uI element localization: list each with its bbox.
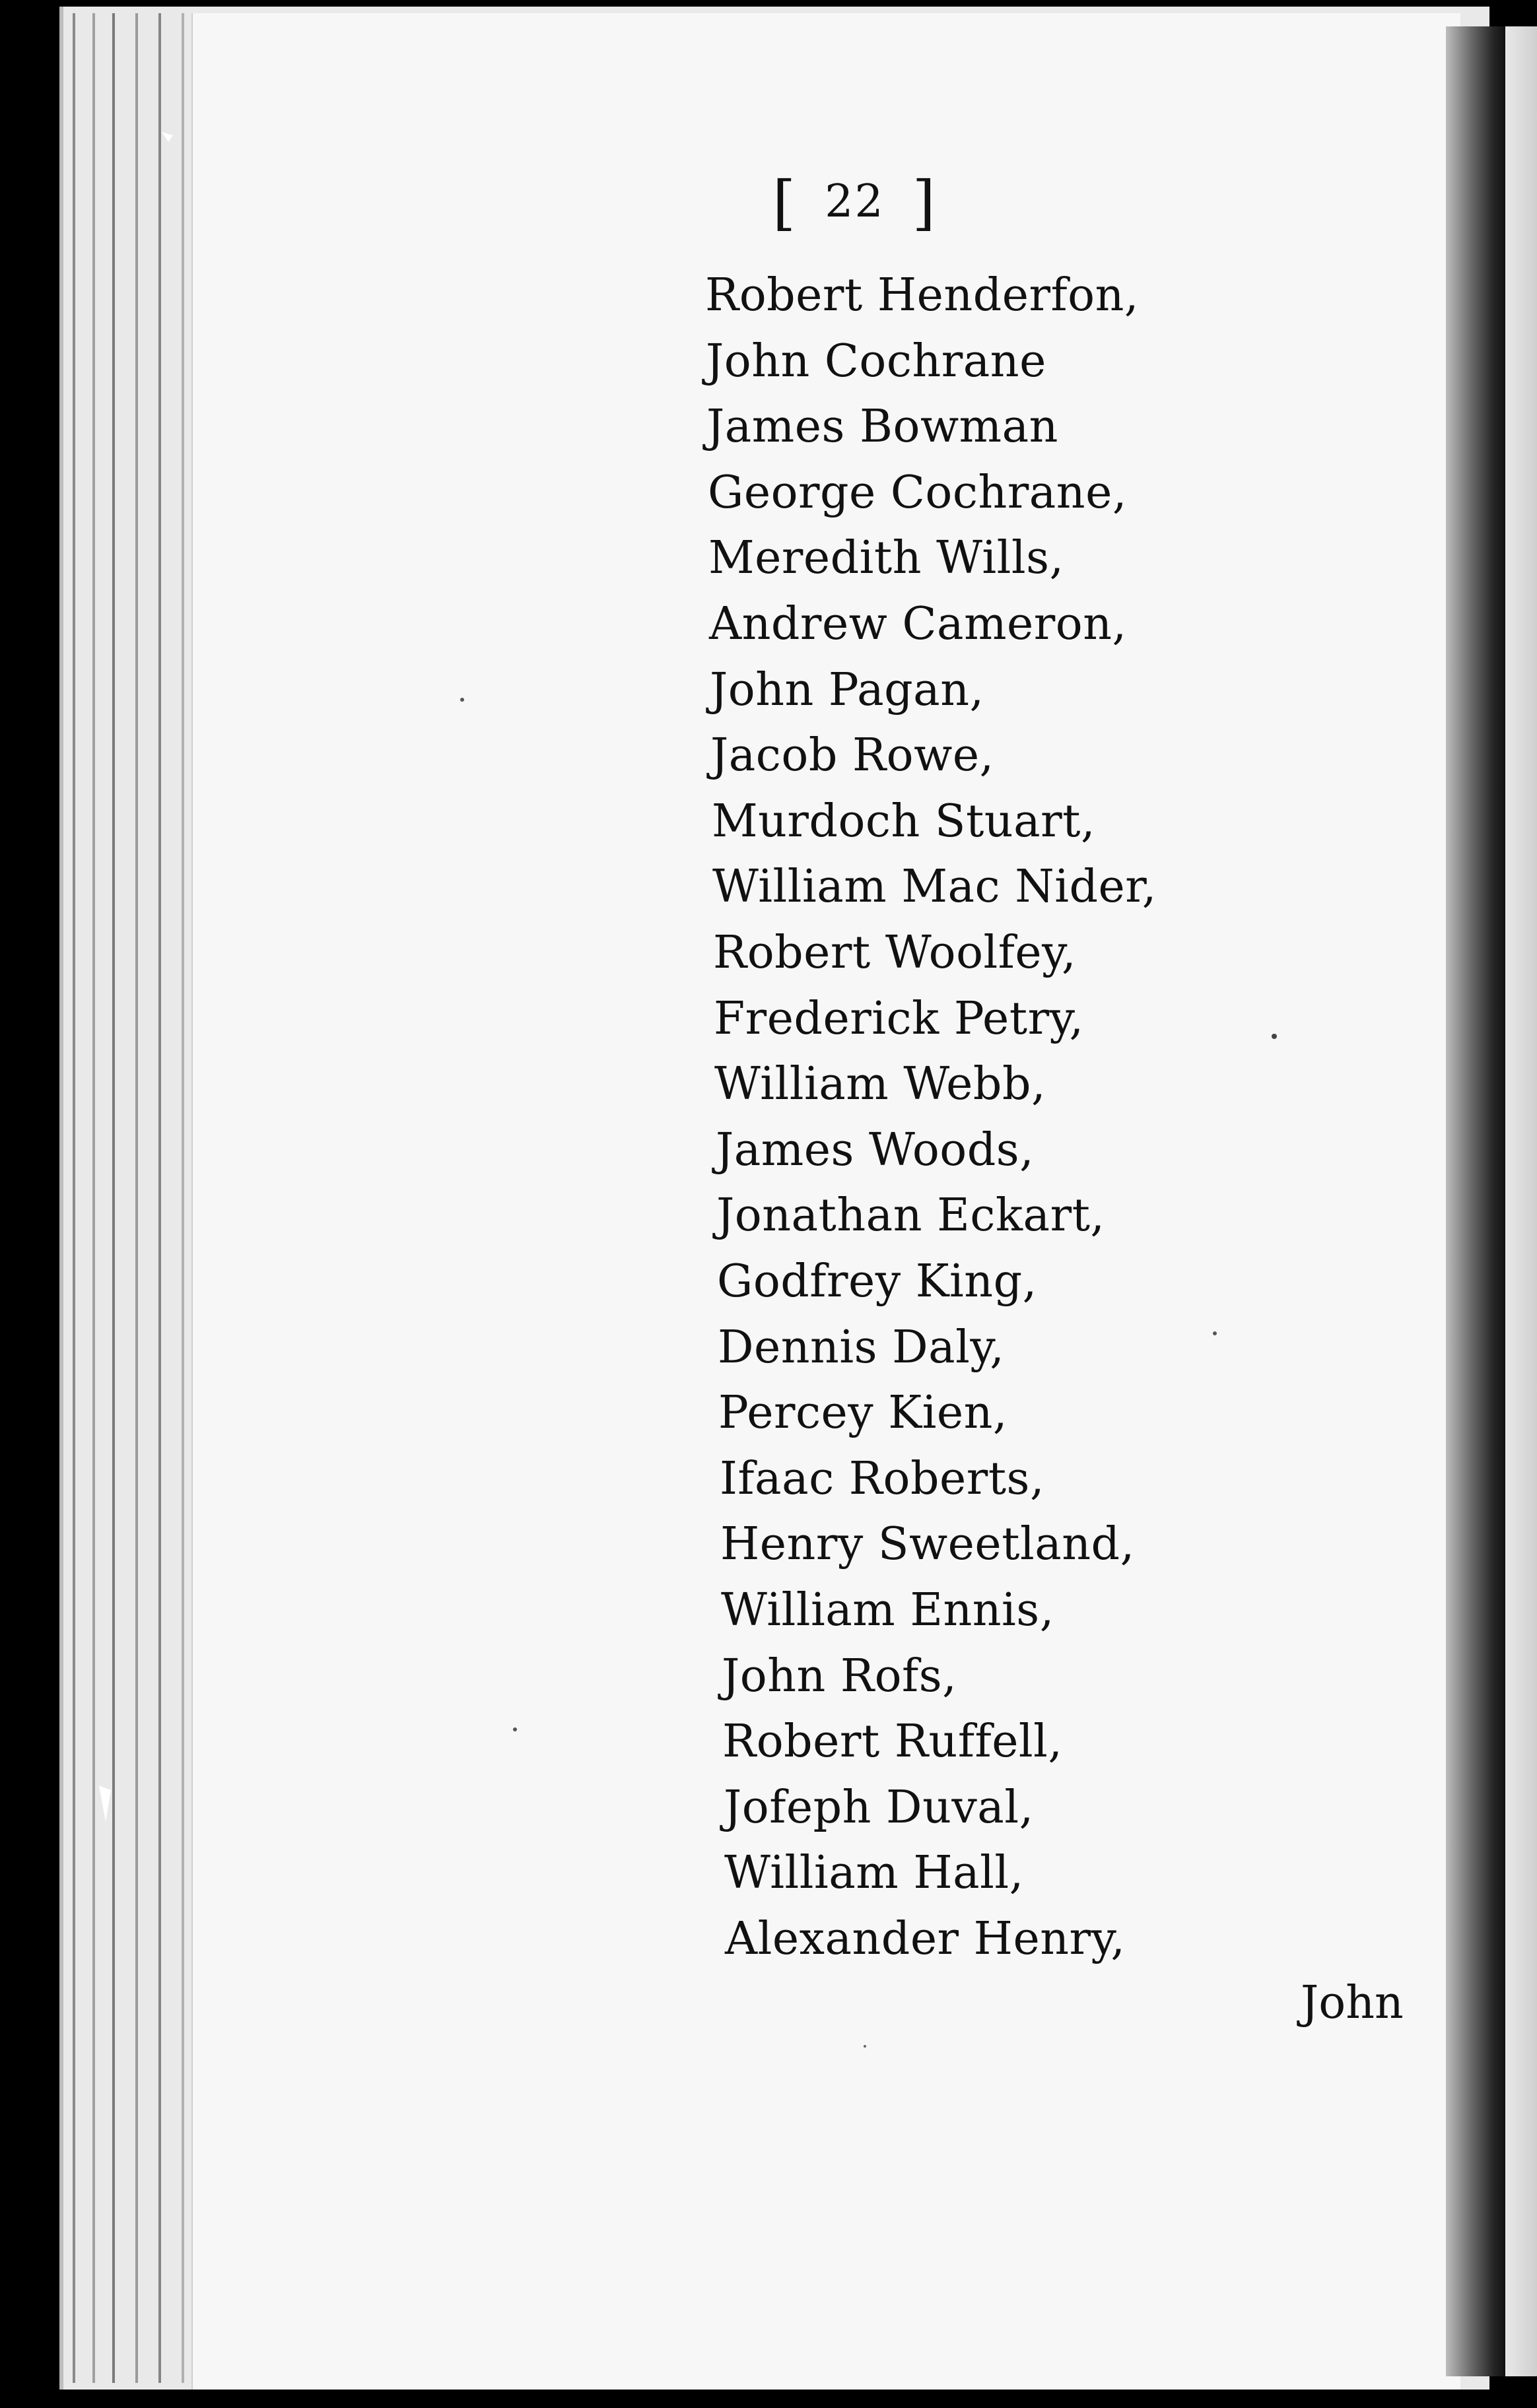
list-item: Henry Sweetland, <box>720 1518 1135 1570</box>
list-item: George Cochrane, <box>708 467 1127 519</box>
list-item: William Mac Nider, <box>712 861 1157 913</box>
list-item: Percey Kien, <box>718 1387 1008 1439</box>
list-item: Dennis Daly, <box>718 1321 1005 1374</box>
list-item: Robert Woolfey, <box>713 927 1077 979</box>
list-item: Meredith Wills, <box>708 532 1064 584</box>
page-number-value: 22 <box>825 176 885 228</box>
list-item: Murdoch Stuart, <box>712 795 1096 848</box>
list-item: John Cochrane <box>706 335 1046 387</box>
list-item: Robert Henderfon, <box>705 269 1139 321</box>
page-number-bracket-close: ] <box>912 168 937 238</box>
list-item: Ifaac Roberts, <box>720 1453 1045 1505</box>
list-item: William Hall, <box>724 1847 1024 1899</box>
list-item: William Ennis, <box>721 1584 1054 1636</box>
page-number <box>772 168 937 238</box>
list-item: Andrew Cameron, <box>709 598 1127 650</box>
list-item: Jonathan Eckart, <box>716 1189 1105 1242</box>
list-item: James Bowman <box>706 401 1058 453</box>
list-item: James Woods, <box>716 1124 1035 1176</box>
list-item: Robert Ruffell, <box>722 1716 1063 1768</box>
list-item: Frederick Petry, <box>714 993 1084 1045</box>
list-item: Jofeph Duval, <box>724 1782 1034 1834</box>
list-item: William Webb, <box>714 1058 1046 1110</box>
catchword: John <box>1301 1977 1404 2029</box>
list-item: John Rofs, <box>722 1650 957 1702</box>
list-item: Jacob Rowe, <box>710 729 994 782</box>
list-item: Godfrey King, <box>717 1255 1037 1308</box>
list-item: John Pagan, <box>710 664 984 716</box>
page-number-bracket-open: [ <box>772 168 798 238</box>
list-item: Alexander Henry, <box>725 1913 1126 1965</box>
